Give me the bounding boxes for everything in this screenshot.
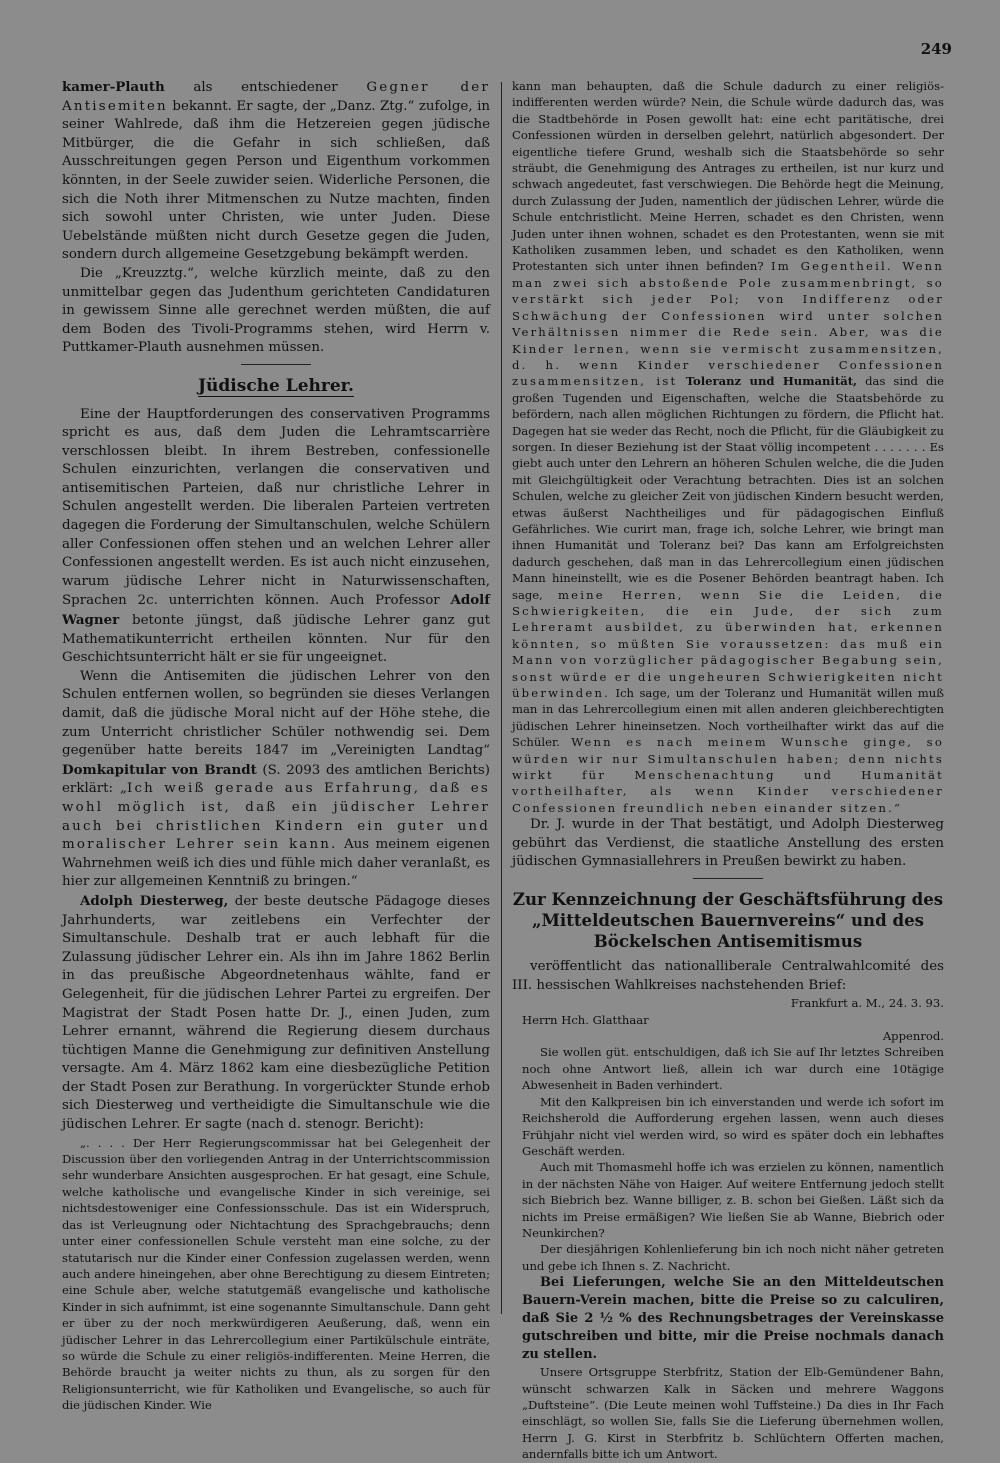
paragraph: Die „Kreuzztg.“, welche kürzlich meinte, daß zu den unmittelbar gegen das Judenthum gerichteten Candidaturen in gewissem Sinne alle gerechnet werden müßten, die auf dem Boden des Tivoli-Programms stehen, wird Herrn v. Puttkamer-Plauth ausnehmen müssen.: [62, 265, 490, 356]
text: als entschiedener: [164, 80, 367, 95]
paragraph: [62, 78, 490, 265]
text: Aus meinem eigenen Wahrnehmen weiß ich dies und fühle mich daher veranlaßt, es hier zur allgemeinen Kenntniß zu bringen.“: [62, 837, 491, 890]
name-emphasis: Adolph Diesterweg,: [80, 892, 229, 909]
spaced-emphasis: Gegner der Antisemiten: [62, 80, 490, 114]
name-emphasis: Adolf Wagner: [62, 592, 490, 629]
letter-paragraph: Sie wollen güt. entschuldigen, daß ich Sie auf Ihr letztes Schreiben noch ohne Antwort ließ, allein ich war durch eine 10tägige Abwesenheit in Baden verhindert.: [522, 1045, 944, 1093]
letter-addressee: Herrn Hch. Glatthaar: [522, 1012, 649, 1027]
section-title: [62, 377, 490, 396]
text: Wenn die Antisemiten die jüdischen Lehrer von den Schulen entfernen wollen, so begründen sie dieses Verlangen damit, daß die jüdische Moral nicht auf der Höhe stehe, die zum Unterricht christlicher Schüler nothwendig sei. Dem gegenüber hatte bereits 1847 im „Vereinigten Landtag“: [62, 668, 490, 759]
letter-paragraph: Der diesjährigen Kohlenlieferung bin ich noch nicht näher getreten und gebe ich Ihnen s. Z. Nachricht.: [522, 1242, 944, 1273]
spaced-emphasis: Wenn es nach meinem Wunsche ginge, so würden wir nur Simultanschulen haben; denn nichts wirkt für Menschenachtung und Humanität vortheilhafter, als wenn Kinder verschiedener Confessionen freundlich neben einander sitzen.: [512, 735, 944, 815]
separator-rule: [241, 364, 311, 365]
text: das sind die großen Tugenden und Eigenschaften, welche die Staatsbehörde zu befördern, nach allen möglichen Richtungen zu fördern, die Pflicht hat. Dagegen hat sie weder das Recht, noch die Pflicht, für die Gläubigkeit zu sorgen. In dieser Beziehung ist der Staat völlig incompetent . . . . . . . Es giebt auch unter den Lehrern an höheren Schulen welche, die die Juden mit Gleichgültigkeit oder Verachtung betrachten. Dies ist an solchen Schulen, welche zu gleicher Zeit von jüdischen Kindern besucht werden, etwas äußerst Nachtheiliges und für pädagogischen Einfluß Gefährliches. Wie curirt man, frage ich, solche Lehrer, wie bringt man ihnen Humanität und Toleranz bei? Das kann am Erfolgreichsten dadurch geschehen, daß man in das Lehrercollegium einen jüdischen Mann hineinstellt, wie es die Posener Behörden beantragt haben. Ich sage,: [512, 374, 944, 602]
text: der beste deutsche Pädagoge dieses Jahrhunderts, war zeitlebens ein Verfechter der Simultanschule. Deshalb trat er auch lebhaft für die Zulassung jüdischer Lehrer ein. Als ihn im Jahre 1862 Berlin in das preußische Abgeordnetenhaus wählte, fand er Gelegenheit, für die jüdischen Lehrer Partei zu ergreifen. Der Magistrat der Stadt Posen hatte Dr. J., einen Juden, zum Lehrer ernannt, während die Regierung diesem durchaus tüchtigen Manne die Genehmigung zur definitiven Anstellung versagte. Am 4. März 1862 kam eine diesbezügliche Petition der Stadt Posen zur Berathung. In vorgerückter Stunde erhob sich Diesterweg und vertheidigte die Simultanschule wie die jüdischen Lehrer. Er sagte (nach d. stenogr. Bericht):: [62, 893, 490, 1133]
text: Eine der Hauptforderungen des conservativen Programms spricht es aus, daß dem Juden die Lehramtscarrière verschlossen bleibt. In ihrem Bestreben, confessionelle Schulen einzurichten, verlangen die conservativen und antisemitischen Parteien, daß nur christliche Lehrer in Schulen angestellt werden. Die liberalen Parteien vertreten dagegen die Forderung der Simultanschulen, welche Schülern aller Confessionen offen stehen und an welchen Lehrer aller Confessionen angestellt werden. Es ist auch nicht einzusehen, warum jüdische Lehrer nicht in Naturwissenschaften, Sprachen 2c. unterrichten können. Auch Professor: [62, 406, 490, 609]
right-column: [512, 78, 945, 1462]
article-title: Zur Kennzeichnung der Geschäftsführung des „Mitteldeutschen Bauernvereins“ und des Böckelschen Antisemitismus: [512, 889, 944, 952]
text: Ich sage, um der Toleranz und Humanität willen muß man in das Lehrercollegium einen mit allen anderen gleichberechtigten jüdischen Lehrer hineinsetzen. Noch vortheilhafter wirkt das auf die Schüler.: [512, 686, 944, 750]
left-column: [62, 78, 491, 1413]
bold-emphasis: Toleranz und Humanität,: [677, 374, 858, 389]
text: kann man behaupten, daß die Schule dadurch zu einer religiös-indifferenten werden würde? Nein, die Schule würde dadurch das, was die Stadtbehörde in Posen gewollt hat: eine echt paritätische, drei Confessionen würden in derselben gelehrt, natürlich abgesondert. Der eigentliche tiefere Grund, weshalb sich die Staatsbehörde so sehr sträubt, die Genehmigung des Antrages zu ertheilen, ist nur kurz und schwach angedeutet, fast verschwiegen. Die Behörde hegt die Meinung, durch Zulassung der Juden, namentlich der jüdischen Lehrer, würde die Schule entchristlicht. Meine Herren, schadet es den Christen, wenn Juden unter ihnen wohnen, schadet es den Protestanten, wenn sie mit Katholiken zusammen leben, und schadet es den Katholiken, wenn Protestanten sich unter ihnen befinden?: [512, 79, 944, 274]
paragraph: [62, 406, 490, 668]
letter-place: Appenrod.: [882, 1029, 944, 1044]
letter-paragraph: Auch mit Thomasmehl hoffe ich was erzielen zu können, namentlich in der nächsten Nähe von Haiger. Auf weitere Entfernung jedoch stellt sich Biebrich bez. Wanne billiger, z. B. schon bei Gießen. Läßt sich da nichts im Preise ermäßigen? Wie ließen Sie ab Wanne, Biebrich oder Neunkirchen?: [522, 1160, 944, 1240]
letter-paragraph: Unsere Ortsgruppe Sterbfritz, Station der Elb-Gemündener Bahn, wünscht schwarzen Kalk in Säcken und mehrere Waggons „Duftsteine“. (Die Leute meinen wohl Tuffsteine.) Da dies in Ihr Fach einschlägt, so wollen Sie, falls Sie die Lieferung übernehmen wollen, Herrn J. G. Kirst in Sterbfritz b. Schlüchtern Offerten machen, andernfalls bitte ich um Antwort.: [522, 1365, 944, 1462]
letter-date: Frankfurt a. M., 24. 3. 93.: [790, 996, 944, 1011]
page-number: 249: [920, 40, 952, 58]
name-emphasis: Domkapitular von Brandt: [62, 761, 257, 778]
paragraph: [62, 668, 490, 892]
paragraph: Dr. J. wurde in der That bestätigt, und Adolph Diesterweg gebührt das Verdienst, die staatliche Anstellung des ersten jüdischen Gymnasiallehrers in Preußen bewirkt zu haben.: [512, 817, 944, 870]
spaced-emphasis: meine Herren, wenn Sie die Leiden, die Schwierigkeiten, die ein Jude, der sich zum Lehreramt ausbildet, zu überwinden hat, erkennen könnten, so müßten Sie voraussetzen: das muß ein Mann von vorzüglicher pädagogischer Begabung sein, sonst würde er die ungeheuren Schwierigkeiten nicht überwinden.: [512, 587, 945, 701]
paragraph: veröffentlicht das nationalliberale Centralwahlcomité des III. hessischen Wahlkreises nachstehenden Brief:: [512, 959, 944, 993]
text: bekannt. Er sagte, der „Danz. Ztg.“ zufolge, in seiner Wahlrede, daß ihm die Hetzereien gegen jüdische Mitbürger, die die Gefahr in sich schließen, daß Ausschreitungen gegen Person und Eigenthum vorkommen könnten, in der Seele zuwider seien. Widerliche Personen, die sich die Noth ihrer Mitmenschen zu Nutze machten, finden sich sowohl unter Christen, wie unter Juden. Diese Uebelstände müßten nicht durch Gesetze gegen die Juden, sondern durch allgemeine Gesetzgebung bekämpft werden.: [62, 98, 490, 263]
text: (S. 2093 des amtlichen Berichts) erklärt: „: [62, 762, 490, 797]
letter-paragraph: Mit den Kalkpreisen bin ich einverstanden und werde ich sofort im Reichsherold die Aufforderung ergehen lassen, wenn auch dieses Frühjahr nicht viel werden wird, so wird es später doch ein lebhaftes Geschäft werden.: [522, 1094, 944, 1158]
spaced-emphasis: Ich weiß gerade aus Erfahrung, daß es wohl möglich ist, daß ein jüdischer Lehrer auch bei christlichen Kindern ein guter und moralischer Lehrer sein kann.: [62, 781, 490, 853]
text: “: [893, 800, 900, 815]
separator-rule: [693, 878, 763, 879]
column-divider: [501, 82, 502, 1314]
spaced-emphasis: Im Gegentheil. Wenn man zwei sich abstoßende Pole zusammenbringt, so verstärkt sich jeder Pol; von Indifferenz oder Schwächung der Confessionen wird unter solchen Verhältnissen nimmer die Rede sein. Aber, was die Kinder lernen, wenn sie vermischt zusammensitzen, d. h. wenn Kinder verschiedener Confessionen zusammensitzen, ist: [512, 259, 944, 389]
text: betonte jüngst, daß jüdische Lehrer ganz gut Mathematikunterricht ertheilen könnten. Nur für den Geschichtsunterricht hält er sie für ungeeignet.: [62, 613, 490, 666]
quote-paragraph: [512, 78, 944, 816]
name-emphasis: kamer-Plauth: [62, 79, 165, 95]
paragraph: [62, 892, 490, 1135]
letter: [512, 995, 944, 1462]
quote-paragraph: „. . . . Der Herr Regierungscommissar hat bei Gelegenheit der Discussion über den vorliegenden Antrag in der Unterrichtscommission sehr wunderbare Ansichten ausgesprochen. Er hat gesagt, eine Schule, welche katholische und evangelische Kinder in sich vereinige, sei nichtsdestoweniger eine Confessionsschule. Das ist ein Widerspruch, das ist Verleugnung oder Nichtachtung des Sprachgebrauchs; denn unter einer confessionellen Schule versteht man eine solche, zu der statutarisch nur die Kinder einer Confession zugelassen werden, wenn auch andere hineingehen, aber ohne Berechtigung zu diesem Eintreten; eine Schule aber, welche statutgemäß evangelische und katholische Kinder in sich aufnimmt, ist eine sogenannte Simultanschule. Dann geht er über zu der noch merkwürdigeren Aeußerung, daß, wenn ein jüdischer Lehrer in das Lehrercollegium einer Partikülschule einträte, so würde die Schule zu einer religiös-indifferenten. Meine Herren, die Behörde braucht ja weiter nichts zu thun, als zu sorgen für den Religionsunterricht, wie für Katholiken und Evangelische, so auch für die jüdischen Kinder. Wie: [62, 1135, 490, 1413]
letter-emphasis-paragraph: Bei Lieferungen, welche Sie an den Mitteldeutschen Bauern-Verein machen, bitte die Preise so zu calculiren, daß Sie 2 ½ % des Rechnungsbetrages der Vereinskasse gutschreiben und bitte, mir die Preise nochmals danach zu stellen.: [522, 1275, 944, 1363]
section-title-text: Jüdische Lehrer.: [198, 375, 354, 396]
